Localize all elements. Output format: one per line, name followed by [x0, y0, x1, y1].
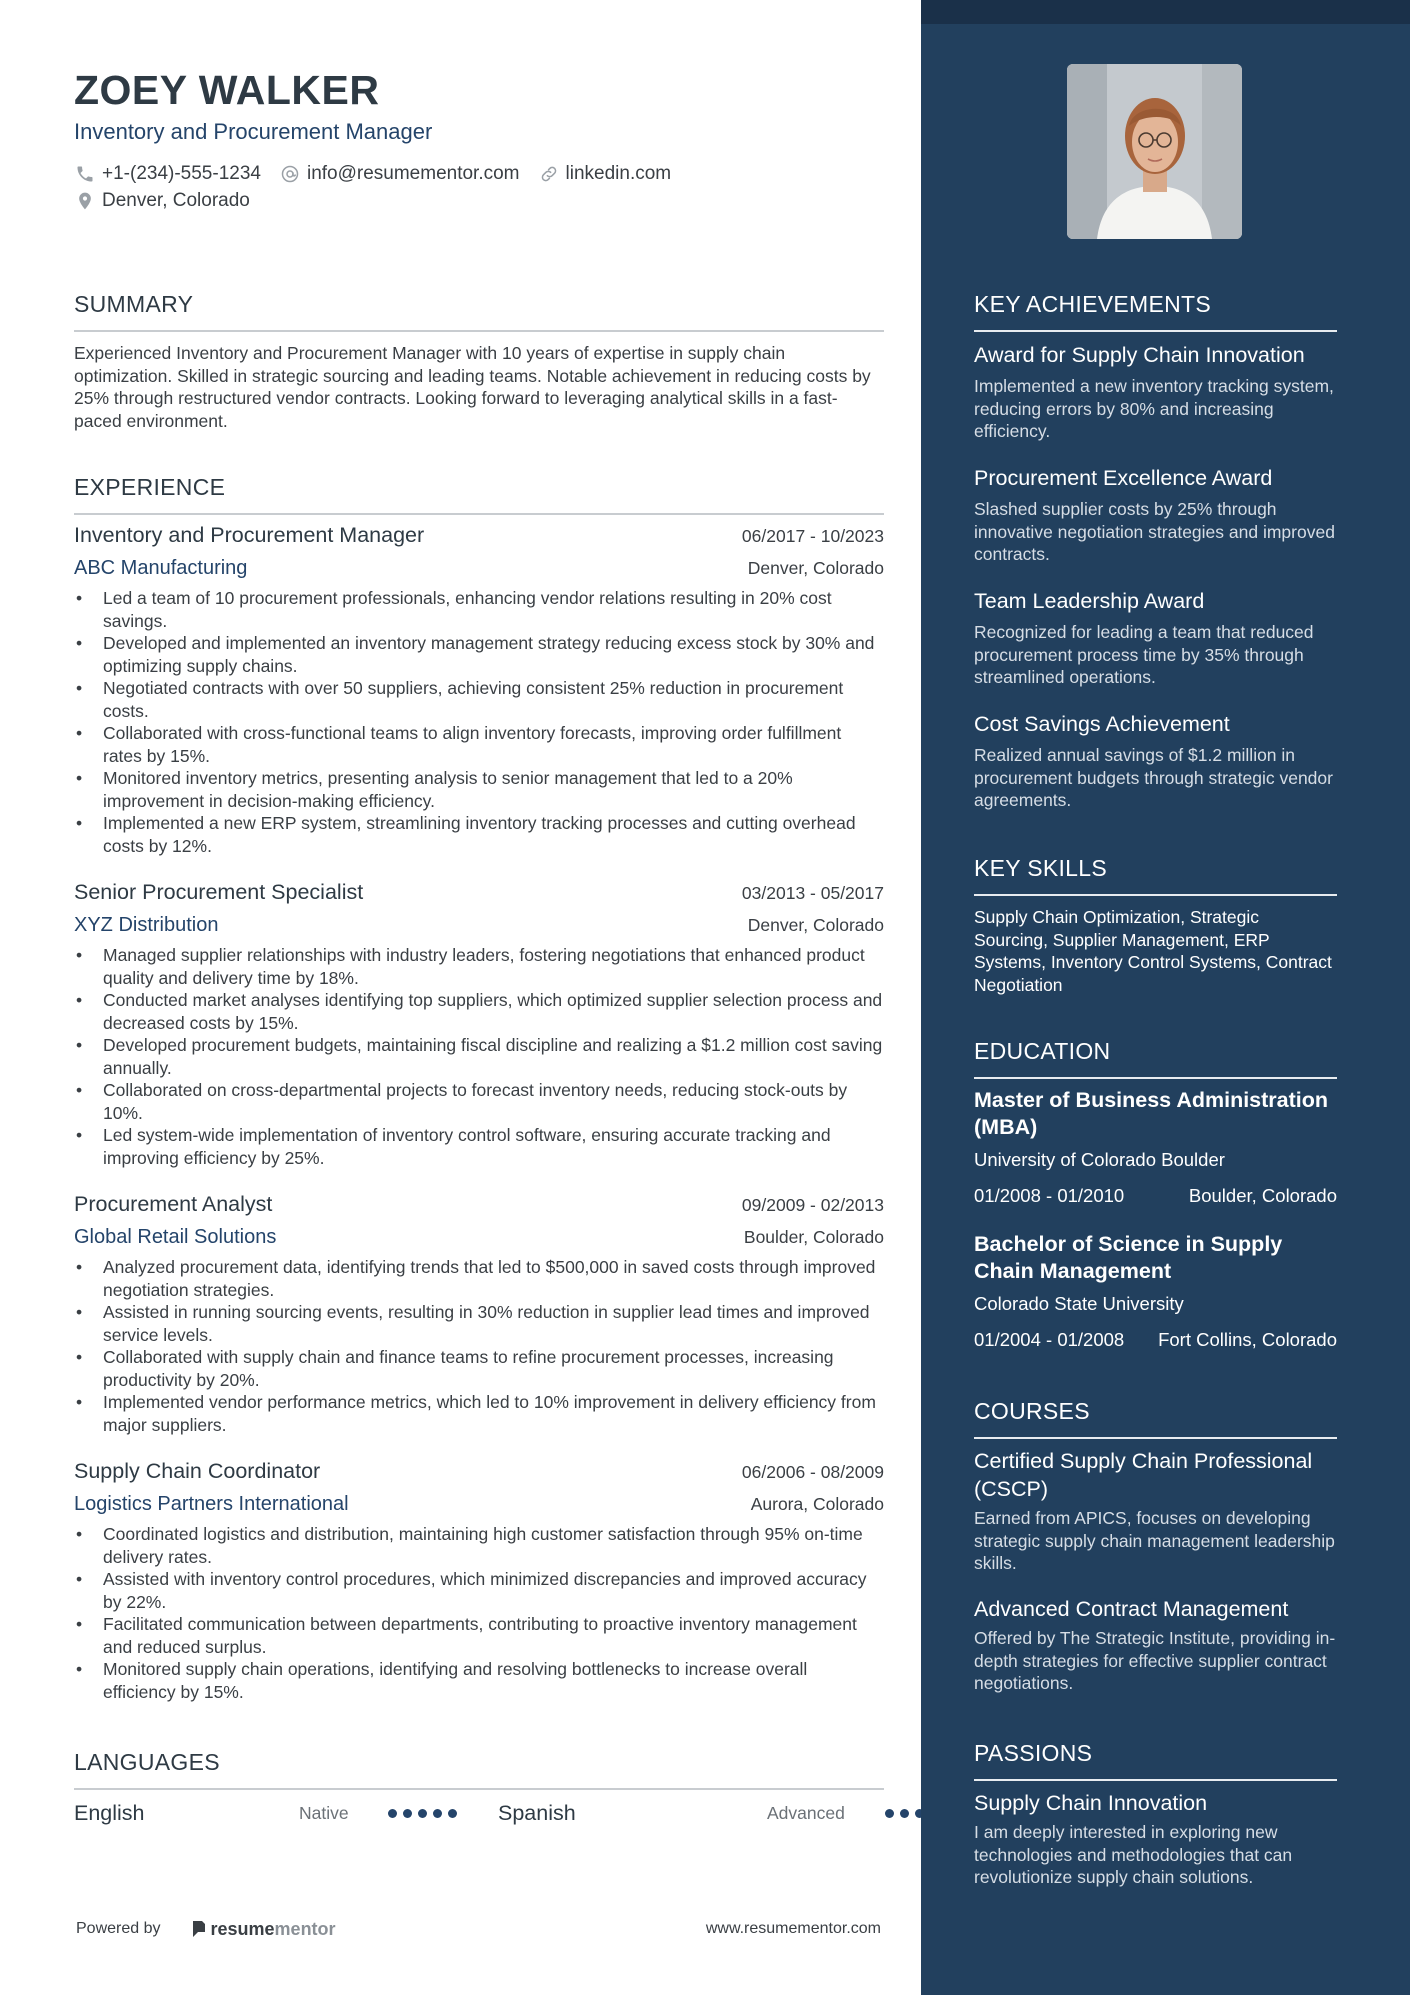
job-bullet: • Monitored supply chain operations, identifying and resolving bottlenecks to increase overall efficiency by 15%. — [74, 1658, 884, 1703]
course-item — [974, 1447, 1337, 1575]
job-company: ABC Manufacturing — [74, 557, 248, 579]
job-bullet: • Assisted in running sourcing events, resulting in 30% reduction in supplier lead times and improved service levels. — [74, 1301, 884, 1346]
language-item — [74, 1796, 464, 1830]
rating-dot-filled — [418, 1809, 427, 1818]
job-dates: 06/2006 - 08/2009 — [741, 1462, 884, 1482]
job-entry — [74, 1192, 884, 1436]
job-bullet: • Developed and implemented an inventory management strategy reducing excess stock by 30% and optimizing supply chains. — [74, 632, 884, 677]
skills-heading: KEY SKILLS — [974, 855, 1107, 881]
job-bullet: • Coordinated logistics and distribution, maintaining high customer satisfaction through 95% on-time delivery rates. — [74, 1523, 884, 1568]
language-level: Native — [299, 1802, 349, 1823]
achievement-title: Team Leadership Award — [974, 589, 1205, 613]
contact-linkedin[interactable] — [538, 161, 672, 187]
email-text: info@resumementor.com — [306, 162, 520, 184]
logo-mark-icon — [191, 1919, 207, 1939]
job-dates: 03/2013 - 05/2017 — [741, 883, 884, 903]
achievement-title: Cost Savings Achievement — [974, 712, 1230, 736]
link-icon — [538, 163, 560, 185]
job-bullet: • Led a team of 10 procurement professionals, enhancing vendor relations resulting in 20% cost savings. — [74, 587, 884, 632]
achievement-desc: Slashed supplier costs by 25% through innovative negotiation strategies and improved contracts. — [974, 499, 1335, 564]
achievement-title: Procurement Excellence Award — [974, 466, 1273, 490]
achievement-title: Award for Supply Chain Innovation — [974, 343, 1305, 367]
job-entry — [74, 1459, 884, 1703]
job-entry — [74, 880, 884, 1169]
summary-text: Experienced Inventory and Procurement Manager with 10 years of expertise in supply chain optimization. Skilled in strategic sourcing and leading teams. Notable achievement in reducing costs by 25% through restructured vendor contracts. Looking forward to leveraging analytical skills in a fast-paced environment. — [74, 343, 871, 431]
job-title: Senior Procurement Specialist — [74, 880, 364, 904]
rating-dot-filled — [403, 1809, 412, 1818]
experience-heading: EXPERIENCE — [74, 474, 226, 500]
summary-divider — [74, 330, 884, 332]
education-location: Fort Collins, Colorado — [1158, 1329, 1337, 1350]
contact-email[interactable] — [279, 161, 520, 187]
education-item — [974, 1087, 1337, 1208]
job-title: Procurement Analyst — [74, 1192, 273, 1216]
passion-item — [974, 1789, 1337, 1889]
job-location: Aurora, Colorado — [750, 1494, 884, 1514]
job-bullet: • Facilitated communication between departments, contributing to proactive inventory management and reduced surplus. — [74, 1613, 884, 1658]
course-item — [974, 1595, 1337, 1695]
languages-divider — [74, 1788, 884, 1790]
at-icon — [279, 163, 301, 185]
job-bullet: • Led system-wide implementation of inventory control software, ensuring accurate tracking and improving efficiency by 25%. — [74, 1124, 884, 1169]
linkedin-text: linkedin.com — [565, 162, 672, 184]
education-school: University of Colorado Boulder — [974, 1149, 1225, 1170]
logo-word-mentor: mentor — [274, 1918, 336, 1939]
achievement-item — [974, 710, 1337, 812]
language-rating — [388, 1809, 457, 1818]
education-divider — [974, 1077, 1337, 1079]
map-pin-icon — [74, 190, 96, 212]
rating-dot-filled — [900, 1809, 909, 1818]
job-bullet: • Collaborated with supply chain and finance teams to refine procurement processes, increasing productivity by 20%. — [74, 1346, 884, 1391]
course-desc: Offered by The Strategic Institute, providing in-depth strategies for effective supplier contract negotiations. — [974, 1628, 1336, 1693]
achievement-item — [974, 341, 1337, 443]
passions-heading: PASSIONS — [974, 1740, 1093, 1766]
education-location: Boulder, Colorado — [1188, 1185, 1337, 1206]
achievement-desc: Realized annual savings of $1.2 million in procurement budgets through strategic vendor agreements. — [974, 745, 1333, 810]
course-desc: Earned from APICS, focuses on developing strategic supply chain management leadership skills. — [974, 1508, 1335, 1573]
resumementor-logo[interactable] — [191, 1919, 336, 1940]
rating-dot-filled — [433, 1809, 442, 1818]
rating-dot-filled — [448, 1809, 457, 1818]
language-name: English — [74, 1800, 145, 1825]
achievement-desc: Implemented a new inventory tracking system, reducing errors by 80% and increasing efficiency. — [974, 376, 1334, 441]
job-bullet: • Analyzed procurement data, identifying trends that led to $500,000 in saved costs through improved negotiation strategies. — [74, 1256, 884, 1301]
profile-photo — [1067, 64, 1242, 239]
language-name: Spanish — [498, 1800, 576, 1825]
job-bullets — [74, 944, 884, 1169]
education-heading: EDUCATION — [974, 1038, 1111, 1064]
language-item — [498, 1796, 884, 1830]
courses-heading: COURSES — [974, 1398, 1090, 1424]
education-degree: Master of Business Administration (MBA) — [974, 1088, 1329, 1139]
job-location: Denver, Colorado — [747, 915, 884, 935]
skills-list: Supply Chain Optimization, Strategic Sourcing, Supplier Management, ERP Systems, Inventory Control Systems, Contract Negotiation — [974, 907, 1332, 995]
job-dates: 09/2009 - 02/2013 — [741, 1195, 884, 1215]
phone-icon — [74, 163, 96, 185]
job-location: Denver, Colorado — [747, 558, 884, 578]
contact-location — [74, 188, 250, 214]
education-item — [974, 1231, 1337, 1352]
education-dates: 01/2004 - 01/2008 — [974, 1329, 1125, 1350]
contact-phone[interactable] — [74, 161, 261, 187]
passion-desc: I am deeply interested in exploring new technologies and methodologies that can revolutionize supply chain solutions. — [974, 1822, 1293, 1887]
job-company: Global Retail Solutions — [74, 1226, 277, 1248]
job-bullet: • Managed supplier relationships with industry leaders, fostering negotiations that enhanced product quality and delivery time by 18%. — [74, 944, 884, 989]
powered-by-text: Powered by — [76, 1920, 161, 1937]
job-bullet: • Implemented a new ERP system, streamlining inventory tracking processes and cutting overhead costs by 12%. — [74, 812, 884, 857]
location-text: Denver, Colorado — [102, 189, 250, 211]
job-bullets — [74, 1256, 884, 1436]
job-company: Logistics Partners International — [74, 1493, 349, 1515]
skills-divider — [974, 894, 1337, 896]
job-company: XYZ Distribution — [74, 914, 219, 936]
course-title: Advanced Contract Management — [974, 1597, 1289, 1621]
education-school: Colorado State University — [974, 1293, 1184, 1314]
sidebar — [921, 0, 1410, 1995]
rating-dot-filled — [388, 1809, 397, 1818]
job-location: Boulder, Colorado — [743, 1227, 884, 1247]
languages-heading: LANGUAGES — [74, 1749, 220, 1775]
job-bullet: • Conducted market analyses identifying top suppliers, which optimized supplier selection process and decreased costs by 15%. — [74, 989, 884, 1034]
rating-dot-filled — [885, 1809, 894, 1818]
education-degree: Bachelor of Science in Supply Chain Management — [974, 1232, 1283, 1283]
achievement-item — [974, 464, 1337, 566]
job-title: Inventory and Procurement Manager — [74, 523, 425, 547]
footer — [76, 1914, 881, 1944]
education-dates: 01/2008 - 01/2010 — [974, 1185, 1125, 1206]
contact-info — [74, 160, 884, 214]
phone-text: +1-(234)-555-1234 — [102, 162, 261, 184]
courses-divider — [974, 1437, 1337, 1439]
job-bullets — [74, 1523, 884, 1703]
achievements-divider — [974, 330, 1337, 332]
footer-site-link[interactable]: www.resumementor.com — [705, 1920, 881, 1937]
logo-word-resume: resume — [210, 1918, 275, 1939]
job-bullets — [74, 587, 884, 857]
job-bullet: • Negotiated contracts with over 50 suppliers, achieving consistent 25% reduction in procurement costs. — [74, 677, 884, 722]
language-level: Advanced — [767, 1802, 845, 1823]
achievement-item — [974, 587, 1337, 689]
experience-divider — [74, 513, 884, 515]
passions-divider — [974, 1779, 1337, 1781]
course-title: Certified Supply Chain Professional (CSCP) — [974, 1449, 1313, 1501]
summary-heading: SUMMARY — [74, 291, 194, 317]
achievement-desc: Recognized for leading a team that reduced procurement process time by 35% through streamlined operations. — [974, 622, 1314, 687]
job-title: Supply Chain Coordinator — [74, 1459, 321, 1483]
job-bullet: • Monitored inventory metrics, presenting analysis to senior management that led to a 20% improvement in decision-making efficiency. — [74, 767, 884, 812]
passion-title: Supply Chain Innovation — [974, 1791, 1208, 1815]
job-bullet: • Developed procurement budgets, maintaining fiscal discipline and realizing a $1.2 million cost saving annually. — [74, 1034, 884, 1079]
job-bullet: • Collaborated with cross-functional teams to align inventory forecasts, improving order fulfillment rates by 15%. — [74, 722, 884, 767]
job-dates: 06/2017 - 10/2023 — [741, 526, 884, 546]
job-bullet: • Assisted with inventory control procedures, which minimized discrepancies and improved accuracy by 22%. — [74, 1568, 884, 1613]
job-entry — [74, 523, 884, 857]
candidate-name: ZOEY WALKER — [74, 67, 380, 113]
achievements-heading: KEY ACHIEVEMENTS — [974, 291, 1212, 317]
job-bullet: • Collaborated on cross-departmental projects to forecast inventory needs, reducing stock-outs by 10%. — [74, 1079, 884, 1124]
job-bullet: • Implemented vendor performance metrics, which led to 10% improvement in delivery efficiency from major suppliers. — [74, 1391, 884, 1436]
sidebar-top-band — [921, 0, 1410, 24]
candidate-role: Inventory and Procurement Manager — [74, 119, 433, 144]
